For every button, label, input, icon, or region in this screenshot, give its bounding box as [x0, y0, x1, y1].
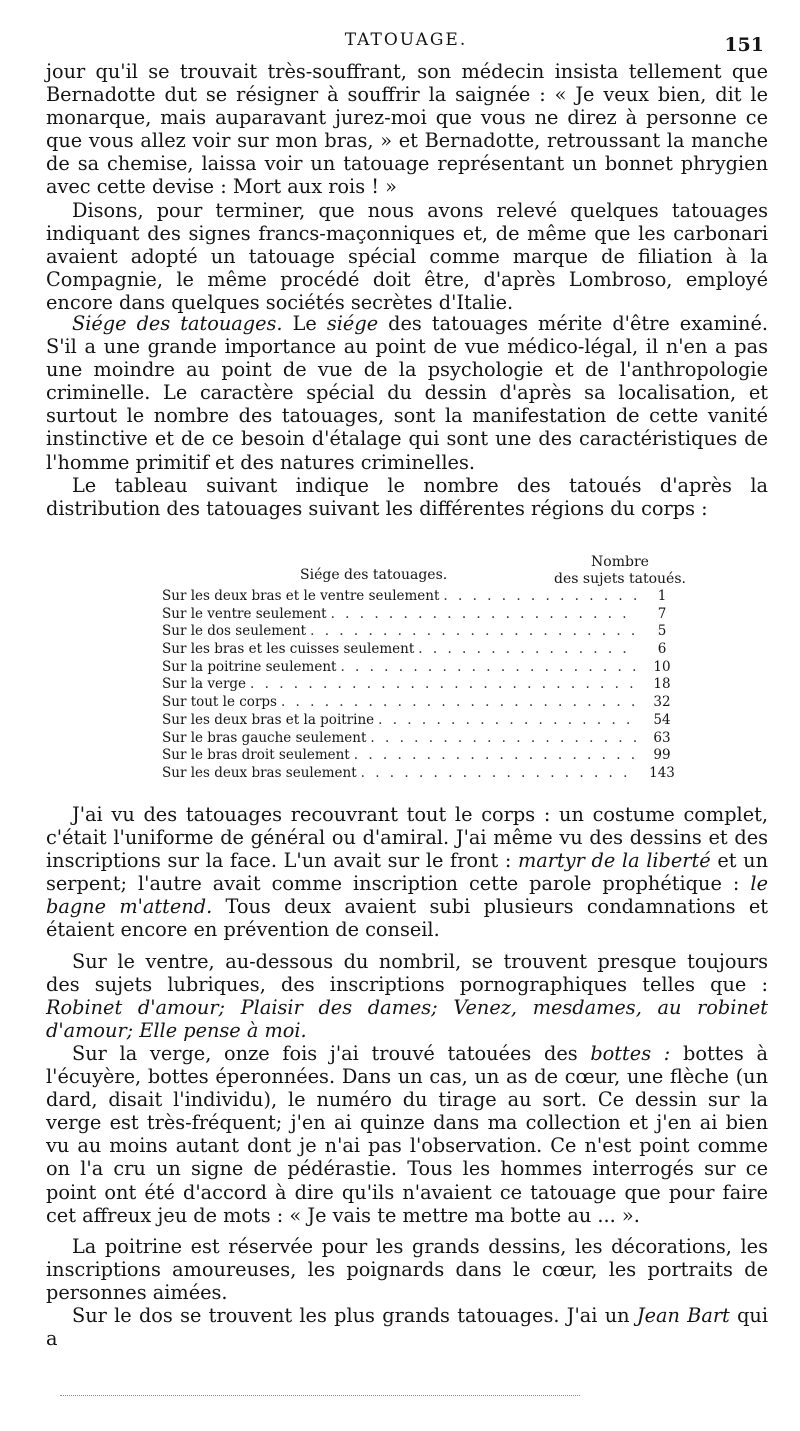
row-label: Sur le ventre seulement: [162, 605, 327, 622]
running-header: [48, 30, 764, 60]
italic-name: Jean Bart: [636, 1303, 730, 1327]
leader-dots: [443, 588, 638, 604]
text-run: Sur le dos se trouvent les plus grands tatouages. J'ai un: [72, 1303, 637, 1327]
paragraph-francs-macons: Disons, pour terminer, que nous avons relevé quelques tatouages indiquant des signes francs-maçonniques et, de même que les carbonari avaient adopté un tatouage spécial comme marque de filiation à la Compagnie, le même procédé doit être, d'après Lombroso, employé encore dans quelques sociétés secrètes d'Italie.: [46, 198, 768, 314]
leader-dots: [361, 765, 638, 781]
table-row: [162, 588, 682, 606]
table-header-count-line1: Nombre: [591, 554, 649, 570]
table-header-location: Siége des tatouages.: [300, 567, 448, 583]
row-value: 1: [657, 588, 667, 604]
page-number: 151: [724, 34, 764, 56]
table-row: [162, 765, 682, 783]
text-block-section: [46, 312, 768, 520]
scan-artifact-line: [60, 1395, 580, 1398]
row-value: 18: [653, 676, 671, 693]
row-value: 10: [653, 658, 671, 675]
row-label: Sur les bras et les cuisses seulement: [162, 641, 415, 658]
text-run: Tous deux avaient subi plusieurs condamnations et étaient encore en prévention de conseil.: [46, 895, 769, 942]
tattoo-location-table: [150, 550, 710, 790]
leader-dots: [281, 694, 638, 710]
row-value: 7: [657, 605, 667, 622]
section-heading: Siége des tatouages.: [72, 312, 283, 335]
table-row: [162, 747, 682, 765]
spacer: [46, 1227, 768, 1235]
paragraph-verge: [46, 1042, 768, 1227]
running-title: TATOUAGE.: [344, 30, 468, 50]
row-value: 5: [657, 623, 667, 640]
row-value: 63: [653, 729, 671, 746]
text-block-top: [46, 60, 768, 314]
paragraph-poitrine: La poitrine est réservée pour les grands dessins, les décorations, les inscriptions amoureuses, les poignards dans le cœur, les portraits de personnes aimées.: [46, 1234, 768, 1304]
text-run: qui a: [46, 1303, 769, 1351]
text-block-bottom: [46, 803, 768, 1350]
table-rows: [162, 588, 682, 783]
row-label: Sur les deux bras et la poitrine: [162, 711, 375, 728]
paragraph-siege-italic: siége: [326, 312, 379, 335]
row-label: Sur la verge: [162, 676, 247, 693]
row-label: Sur le bras gauche seulement: [162, 729, 367, 746]
table-header-count-line2: des sujets tatoués.: [554, 571, 686, 587]
leader-dots: [354, 747, 638, 763]
leader-dots: [370, 730, 638, 746]
italic-term: bottes :: [590, 1041, 671, 1065]
row-label: Sur le dos seulement: [162, 623, 307, 640]
leader-dots: [310, 623, 638, 639]
paragraph-siege-intro: [46, 312, 768, 474]
paragraph-table-intro: Le tableau suivant indique le nombre des tatoués d'après la distribution des tatouages suivant les différentes régions du corps :: [46, 473, 768, 520]
paragraph-siege-text-a: Le: [282, 312, 327, 335]
row-value: 32: [653, 694, 671, 711]
leader-dots: [340, 659, 638, 675]
paragraph-continuation: jour qu'il se trouvait très-souffrant, son médecin insista tellement que Bernadotte dut se résigner à souffrir la saignée : « Je veux bien, dit le monarque, mais auparavant jurez-moi que vous ne direz à personne ce que vous allez voir sur mon bras, » et Bernadotte, retroussant la manche de sa chemise, laissa voir un tatouage représentant un bonnet phrygien avec cette devise : Mort aux rois ! »: [46, 60, 768, 199]
row-value: 143: [649, 764, 675, 781]
paragraph-siege-text-c: des tatouages mérite d'être examiné. S'il a une grande importance au point de vue médico-légal, il n'en a pas une moindre au point de vue de la psychologie et de l'anthropologie criminelle. Le caractère spécial du dessin d'après sa localisation, et surtout le nombre des tatouages, sont la manifestation de cette vanité instinctive et de ce besoin d'étalage qui sont une des caractéristiques de l'homme primitif et des natures criminelles.: [46, 312, 768, 474]
row-value: 54: [653, 711, 671, 728]
spacer: [46, 942, 768, 950]
table-row: [162, 694, 682, 712]
text-run: et un serpent; l'autre avait comme inscription cette parole prophétique :: [46, 849, 768, 896]
table-row: [162, 641, 682, 659]
paragraph-dos: [46, 1304, 768, 1350]
paragraph-ventre: [46, 950, 768, 1042]
paragraph-tout-le-corps: [46, 803, 768, 942]
table-row: [162, 623, 682, 641]
table-header-count: [550, 554, 690, 588]
row-label: Sur la poitrine seulement: [162, 658, 337, 675]
leader-dots: [331, 606, 638, 622]
table-row: [162, 659, 682, 677]
row-value: 99: [653, 747, 671, 764]
italic-inscription: Robinet d'amour; Plaisir des dames; Venez, mesdames, au robinet d'amour; Elle pense à moi.: [46, 995, 768, 1042]
text-run: J'ai vu des tatouages recouvrant tout le corps : un costume complet, c'était l'uniforme de général ou d'amiral. J'ai même vu des dessins et des inscriptions sur la face. L'un avait sur le front :: [46, 803, 768, 873]
text-run: Sur la verge, onze fois j'ai trouvé tatouées des: [72, 1041, 591, 1065]
row-label: Sur tout le corps: [162, 694, 277, 711]
table-row: [162, 712, 682, 730]
table-row: [162, 676, 682, 694]
row-label: Sur le bras droit seulement: [162, 747, 350, 764]
table-row: [162, 606, 682, 624]
leader-dots: [418, 641, 638, 657]
table-row: [162, 730, 682, 748]
row-label: Sur les deux bras et le ventre seulement: [162, 588, 440, 604]
text-run: Sur le ventre, au-dessous du nombril, se trouvent presque toujours des sujets lubriques, des inscriptions pornographiques telles que :: [46, 949, 768, 996]
row-label: Sur les deux bras seulement: [162, 764, 357, 781]
italic-inscription: martyr de la liberté: [518, 849, 711, 873]
leader-dots: [378, 712, 638, 728]
italic-inscription: le bagne m'attend.: [46, 872, 768, 919]
leader-dots: [250, 676, 638, 692]
text-run: bottes à l'écuyère, bottes éperonnées. Dans un cas, un as de cœur, une flèche (un dard, disait l'individu), le numéro du tirage au sort. Ce dessin sur la verge est très-fréquent; j'en ai quinze dans ma collection et j'en ai bien vu au moins autant dont je n'ai pas l'observation. Ce n'est point comme on l'a cru un signe de pédérastie. Tous les hommes interrogés sur ce point ont été d'accord à dire qu'ils n'avaient ce tatouage que pour faire cet affreux jeu de mots : « Je vais te mettre ma botte au ... ».: [46, 1041, 768, 1227]
row-value: 6: [657, 641, 667, 658]
